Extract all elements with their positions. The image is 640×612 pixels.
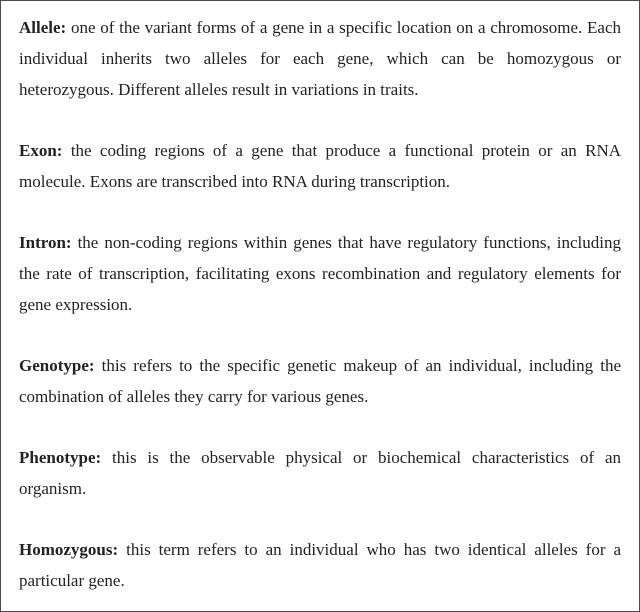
glossary-definition: one of the variant forms of a gene in a specific location on a chromosome. Each individual inherits two alleles for each gene, which can be homozygous or heterozygous. Different alleles result in variations in traits. [19,18,621,99]
glossary-definition: this is the observable physical or biochemical characteristics of an organism. [19,448,622,498]
glossary-term: Phenotype: [19,448,102,467]
glossary-term: Intron: [19,233,72,252]
glossary-entry-allele [19,12,621,105]
glossary-entry-genotype [19,350,621,412]
glossary-term: Homozygous: [19,540,119,559]
glossary-definition: the non-coding regions within genes that have regulatory functions, including the rate of transcription, facilitating exons recombination and regulatory elements for gene expression. [19,233,621,314]
glossary-term: Exon: [19,141,63,160]
glossary-entry-homozygous [19,534,621,596]
glossary-term: Allele: [19,18,67,37]
glossary-entry-intron [19,227,621,320]
glossary-entry-phenotype [19,442,621,504]
glossary-term: Genotype: [19,356,95,375]
glossary-definition: this refers to the specific genetic makeup of an individual, including the combination of alleles they carry for various genes. [19,356,621,406]
glossary-definition: this term refers to an individual who has two identical alleles for a particular gene. [19,540,622,590]
glossary-definition: the coding regions of a gene that produce a functional protein or an RNA molecule. Exons are transcribed into RNA during transcription. [19,141,622,191]
glossary-entry-exon [19,135,621,197]
